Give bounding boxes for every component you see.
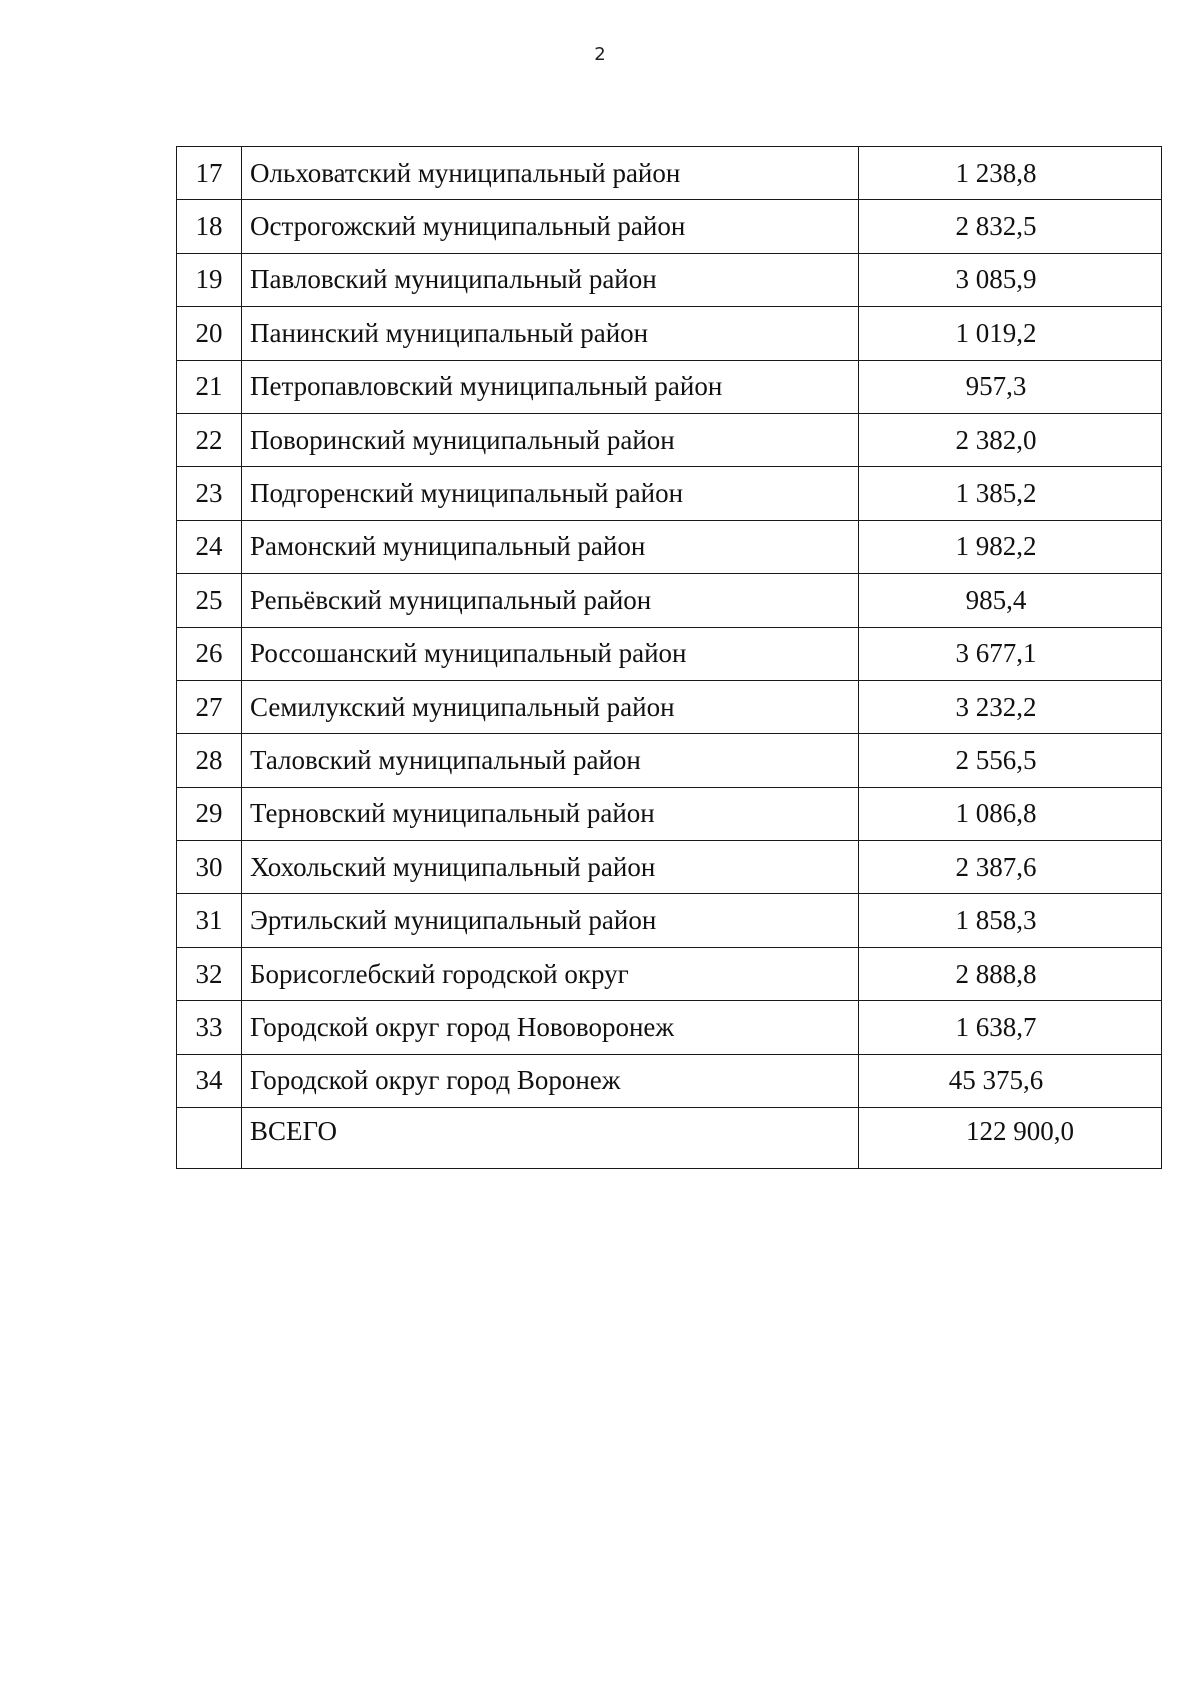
table-row [177,574,1162,627]
municipality-name: Эртильский муниципальный район [242,894,859,947]
table-row [177,253,1162,306]
row-number: 21 [177,360,242,413]
allocation-value: 985,4 [859,574,1162,627]
row-number: 25 [177,574,242,627]
table-row [177,1001,1162,1054]
municipality-name: Хохольский муниципальный район [242,841,859,894]
table-row [177,894,1162,947]
municipality-name: Петропавловский муниципальный район [242,360,859,413]
row-number: 26 [177,627,242,680]
table-total-row [177,1108,1162,1169]
municipality-name: Павловский муниципальный район [242,253,859,306]
row-number: 24 [177,520,242,573]
allocation-value: 2 387,6 [859,841,1162,894]
table-row [177,520,1162,573]
row-number: 20 [177,307,242,360]
page-number: 2 [594,44,606,65]
municipality-name: Репьёвский муниципальный район [242,574,859,627]
municipality-name: Таловский муниципальный район [242,734,859,787]
allocation-value: 1 858,3 [859,894,1162,947]
table-row [177,360,1162,413]
table-row [177,1054,1162,1107]
allocation-value: 2 832,5 [859,200,1162,253]
row-number: 30 [177,841,242,894]
table-row [177,307,1162,360]
table-row [177,147,1162,200]
row-number: 34 [177,1054,242,1107]
municipality-name: Борисоглебский городской округ [242,947,859,1000]
table-row [177,787,1162,840]
municipality-name: Рамонский муниципальный район [242,520,859,573]
allocation-value: 2 888,8 [859,947,1162,1000]
row-number: 31 [177,894,242,947]
table-row [177,680,1162,733]
municipality-name: Семилукский муниципальный район [242,680,859,733]
allocation-table [176,146,1162,1169]
allocation-value: 1 238,8 [859,147,1162,200]
total-row-number-cell [177,1108,242,1169]
municipality-name: Острогожский муниципальный район [242,200,859,253]
row-number: 29 [177,787,242,840]
municipality-name: Городской округ город Воронеж [242,1054,859,1107]
table-row [177,467,1162,520]
row-number: 33 [177,1001,242,1054]
row-number: 18 [177,200,242,253]
municipality-name: Россошанский муниципальный район [242,627,859,680]
municipality-name: Поворинский муниципальный район [242,413,859,466]
table-row [177,734,1162,787]
allocation-value: 1 385,2 [859,467,1162,520]
allocation-value: 957,3 [859,360,1162,413]
row-number: 27 [177,680,242,733]
row-number: 22 [177,413,242,466]
table-row [177,413,1162,466]
table-row [177,841,1162,894]
allocation-value: 3 677,1 [859,627,1162,680]
table-row [177,627,1162,680]
allocation-value: 1 019,2 [859,307,1162,360]
allocation-value: 2 382,0 [859,413,1162,466]
allocation-value: 1 982,2 [859,520,1162,573]
allocation-table-container [176,146,1162,1169]
row-number: 32 [177,947,242,1000]
allocation-value: 1 638,7 [859,1001,1162,1054]
row-number: 28 [177,734,242,787]
table-row [177,947,1162,1000]
row-number: 23 [177,467,242,520]
allocation-value: 3 085,9 [859,253,1162,306]
allocation-value: 3 232,2 [859,680,1162,733]
total-value: 122 900,0 [859,1108,1162,1169]
table-row [177,200,1162,253]
municipality-name: Подгоренский муниципальный район [242,467,859,520]
municipality-name: Городской округ город Нововоронеж [242,1001,859,1054]
municipality-name: Панинский муниципальный район [242,307,859,360]
municipality-name: Терновский муниципальный район [242,787,859,840]
municipality-name: Ольховатский муниципальный район [242,147,859,200]
allocation-value: 2 556,5 [859,734,1162,787]
allocation-value: 1 086,8 [859,787,1162,840]
allocation-value: 45 375,6 [859,1054,1162,1107]
total-label: ВСЕГО [242,1108,859,1169]
table-body [177,147,1162,1169]
row-number: 19 [177,253,242,306]
row-number: 17 [177,147,242,200]
